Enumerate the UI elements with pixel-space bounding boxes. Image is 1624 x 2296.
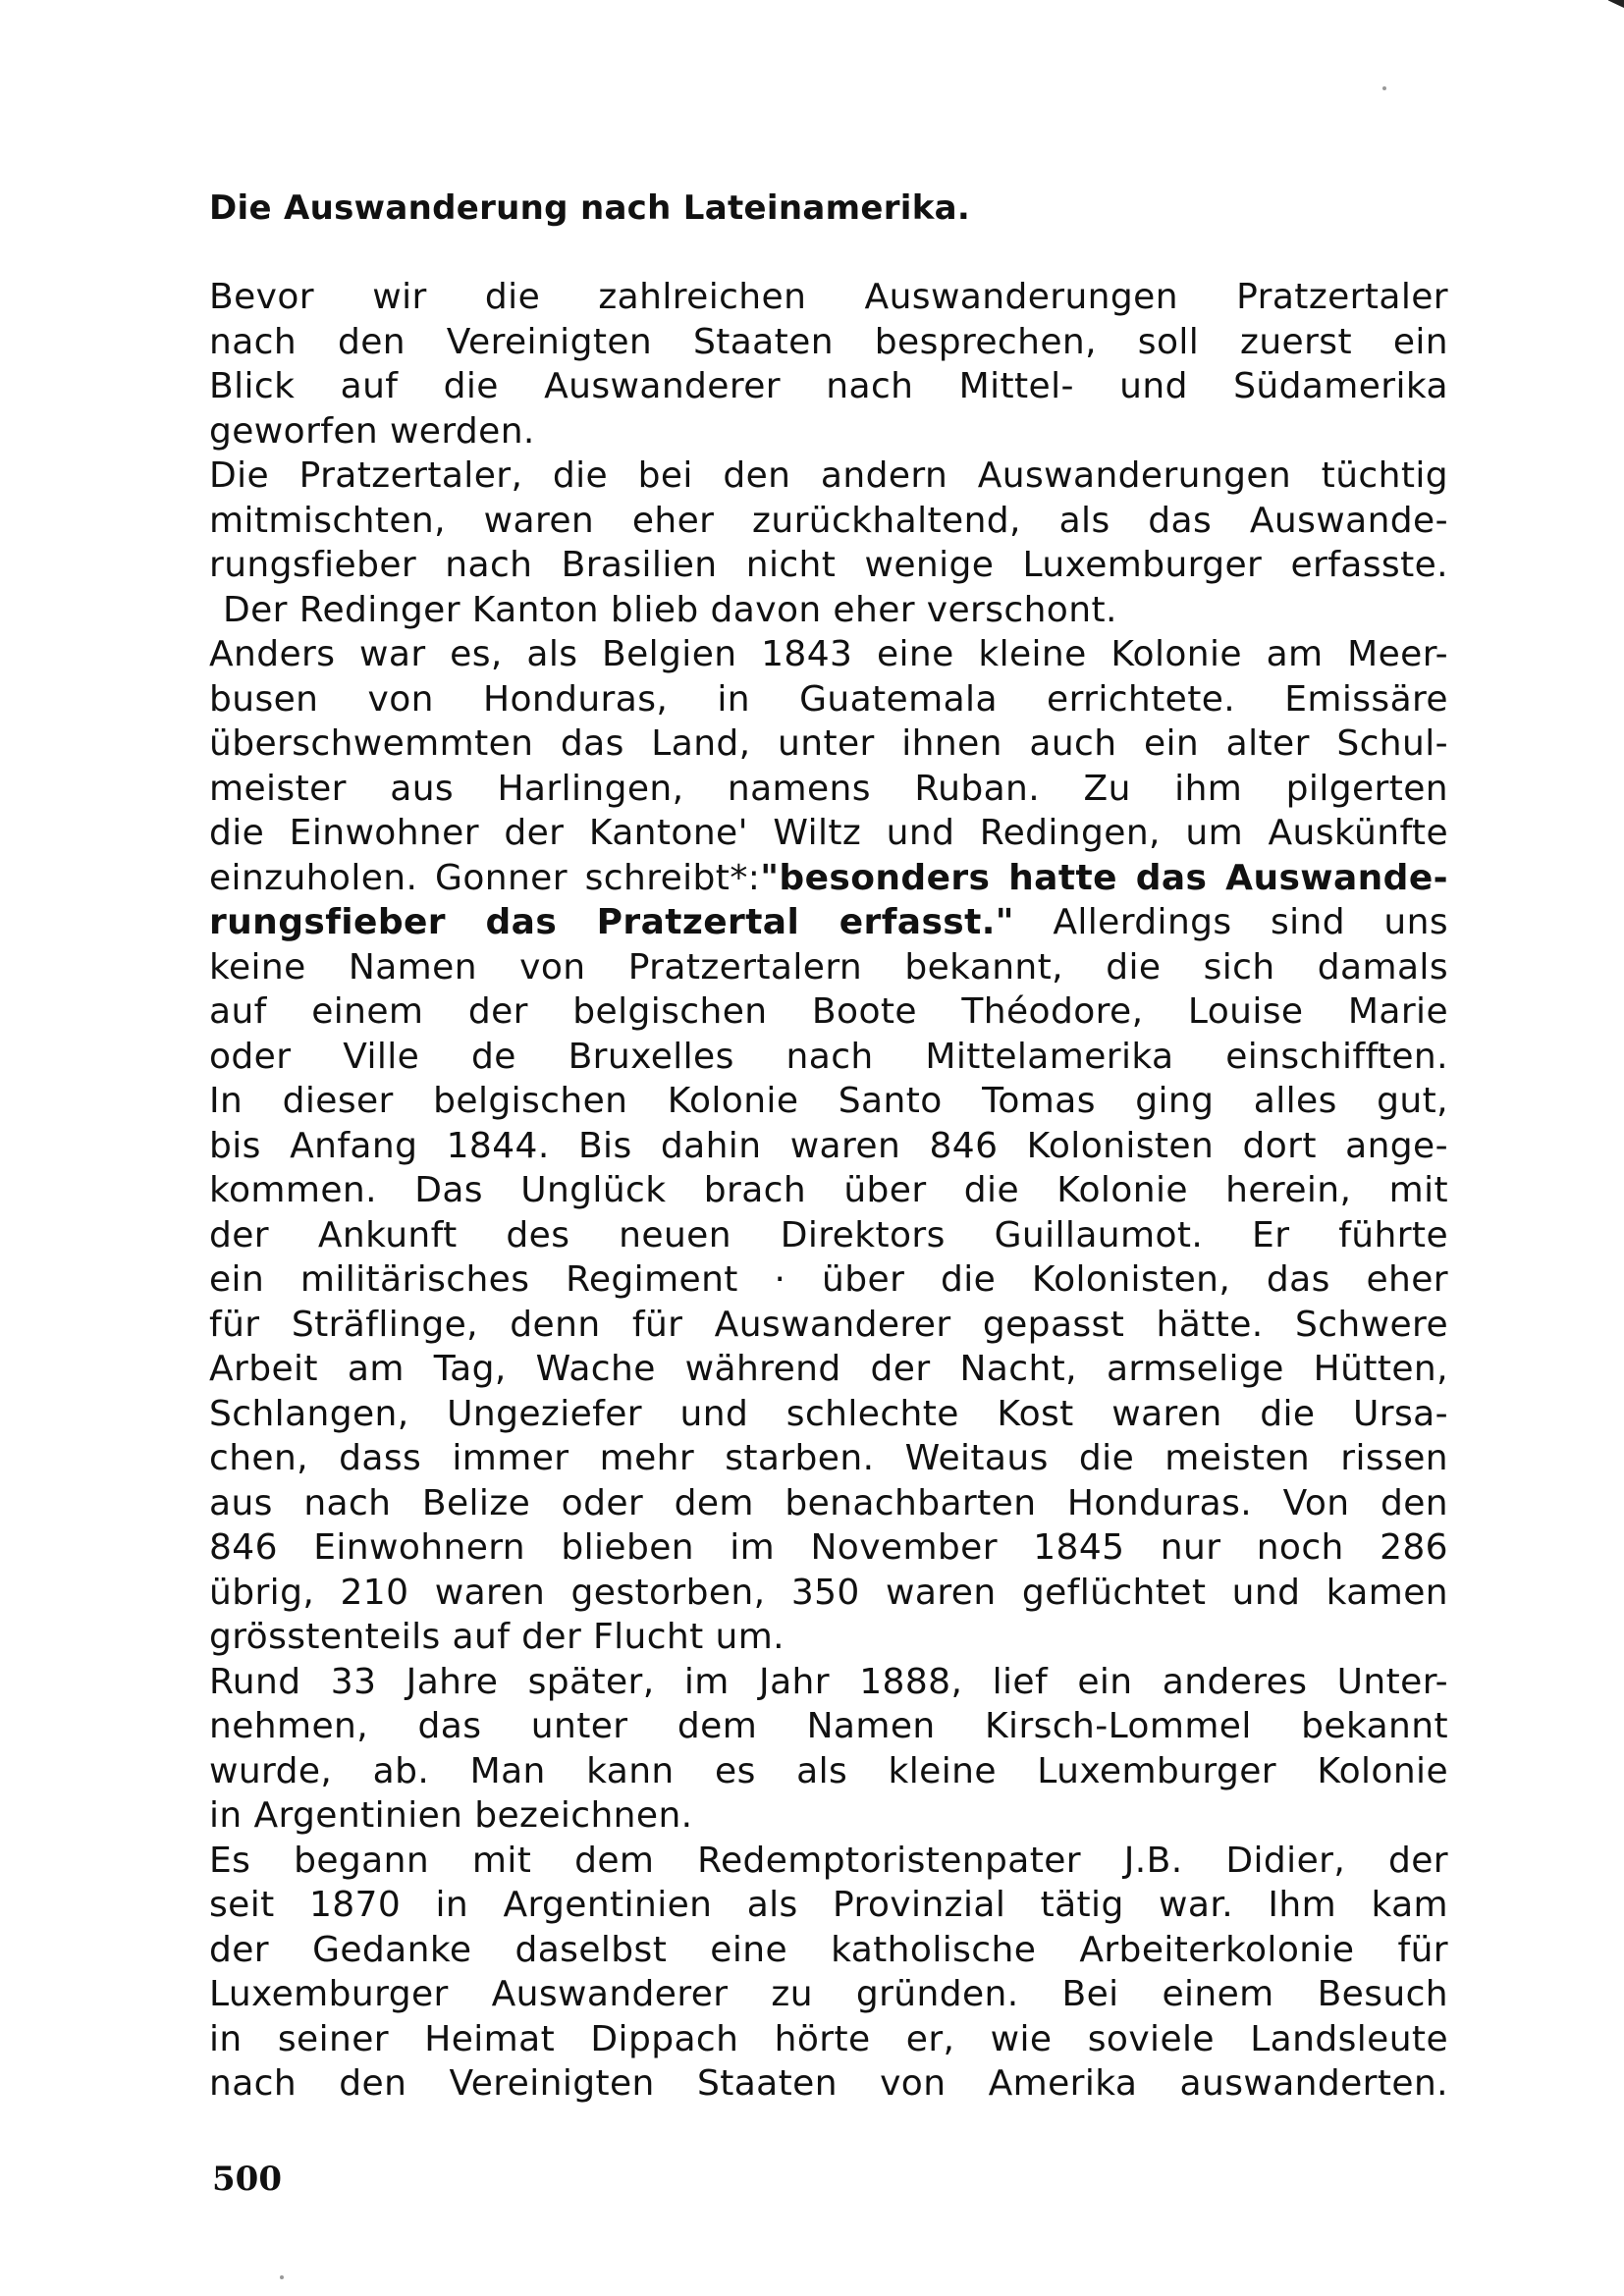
line-text: nach den Vereinigten Staaten besprechen, soll zuerst ein	[209, 321, 1448, 362]
text-line	[209, 2017, 1448, 2062]
text-line	[209, 499, 1448, 544]
text-line	[209, 677, 1448, 722]
body-text	[209, 275, 1448, 2107]
text-line	[209, 2061, 1448, 2107]
text-line	[209, 900, 1448, 945]
line-text: einzuholen. Gonner schreibt*:	[209, 857, 761, 898]
line-text: nehmen, das unter dem Namen Kirsch-Lommel bekannt	[209, 1706, 1448, 1746]
line-text: in seiner Heimat Dippach hörte er, wie soviele Landsleute	[209, 2018, 1448, 2059]
line-text: übrig, 210 waren gestorben, 350 waren geflüchtet und kamen	[209, 1572, 1448, 1613]
text-line	[209, 543, 1448, 588]
text-line	[209, 1839, 1448, 1884]
text-line	[209, 364, 1448, 409]
line-text: Anders war es, als Belgien 1843 eine kleine Kolonie am Meer-	[209, 634, 1448, 674]
line-text-after: Allerdings sind uns	[1013, 902, 1448, 942]
line-text: auf einem der belgischen Boote Théodore, Louise Marie	[209, 991, 1448, 1032]
line-text: Luxemburger Auswanderer zu gründen. Bei einem Besuch	[209, 1974, 1448, 2014]
text-line	[209, 1571, 1448, 1616]
text-line	[209, 1392, 1448, 1437]
line-text: Bevor wir die zahlreichen Auswanderungen Pratzertaler	[209, 277, 1448, 317]
line-text: Es begann mit dem Redemptoristenpater J.B. Didier, der	[209, 1840, 1448, 1881]
line-text: der Gedanke daselbst eine katholische Arbeiterkolonie für	[209, 1929, 1448, 1970]
text-line	[209, 1079, 1448, 1124]
text-line	[209, 989, 1448, 1035]
text-line	[209, 1615, 1448, 1660]
scan-speck	[280, 2275, 284, 2279]
line-text: der Ankunft des neuen Direktors Guillaumot. Er führte	[209, 1214, 1448, 1255]
line-text: die Einwohner der Kantone' Wiltz und Redingen, um Auskünfte	[209, 813, 1448, 853]
text-line	[209, 1035, 1448, 1080]
text-line	[209, 275, 1448, 320]
line-text: seit 1870 in Argentinien als Provinzial tätig war. Ihm kam	[209, 1885, 1448, 1925]
text-line	[209, 1793, 1448, 1839]
page-number: 500	[212, 2160, 282, 2199]
text-line	[209, 320, 1448, 365]
text-line	[209, 588, 1448, 633]
line-text: In dieser belgischen Kolonie Santo Tomas ging alles gut,	[209, 1081, 1448, 1121]
text-line	[209, 811, 1448, 856]
line-text: Der Redinger Kanton blieb davon eher verschont.	[223, 589, 1117, 630]
text-line	[209, 1124, 1448, 1169]
text-line	[209, 1213, 1448, 1258]
line-text: geworfen werden.	[209, 410, 535, 452]
line-text: rungsfieber nach Brasilien nicht wenige Luxemburger erfasste.	[209, 545, 1448, 585]
line-text: ein militärisches Regiment · über die Kolonisten, das eher	[209, 1259, 1448, 1300]
line-text: 846 Einwohnern blieben im November 1845 nur noch 286	[209, 1527, 1448, 1568]
text-line	[209, 945, 1448, 990]
line-text: wurde, ab. Man kann es als kleine Luxemburger Kolonie	[209, 1750, 1448, 1791]
text-line	[209, 1436, 1448, 1481]
line-text: Rund 33 Jahre später, im Jahr 1888, lief ein anderes Unter-	[209, 1661, 1448, 1702]
quoted-bold-text: "besonders hatte das Auswande-	[760, 857, 1449, 898]
line-text: nach den Vereinigten Staaten von Amerika auswanderten.	[209, 2063, 1448, 2104]
line-text: bis Anfang 1844. Bis dahin waren 846 Kolonisten dort ange-	[209, 1125, 1448, 1166]
line-text: meister aus Harlingen, namens Ruban. Zu ihm pilgerten	[209, 768, 1448, 809]
line-text: aus nach Belize oder dem benachbarten Honduras. Von den	[209, 1482, 1448, 1523]
text-line	[209, 1928, 1448, 1973]
text-line	[209, 1704, 1448, 1749]
text-line	[209, 1883, 1448, 1928]
text-line	[209, 1481, 1448, 1526]
section-title: Die Auswanderung nach Lateinamerika.	[209, 188, 971, 228]
line-text: keine Namen von Pratzertalern bekannt, die sich damals	[209, 946, 1448, 988]
line-text: in Argentinien bezeichnen.	[209, 1795, 693, 1836]
line-text: Schlangen, Ungeziefer und schlechte Kost waren die Ursa-	[209, 1393, 1448, 1434]
text-line	[209, 1972, 1448, 2017]
line-text: Die Pratzertaler, die bei den andern Auswanderungen tüchtig	[209, 455, 1448, 496]
line-text: oder Ville de Bruxelles nach Mittelamerika einschifften.	[209, 1036, 1448, 1077]
line-text: busen von Honduras, in Guatemala errichtete. Emissäre	[209, 678, 1448, 720]
line-text: Arbeit am Tag, Wache während der Nacht, armselige Hütten,	[209, 1349, 1448, 1389]
text-line	[209, 1660, 1448, 1705]
text-line	[209, 1749, 1448, 1794]
line-text: Blick auf die Auswanderer nach Mittel- und Südamerika	[209, 366, 1448, 406]
text-line	[209, 1168, 1448, 1213]
text-line	[209, 409, 1448, 454]
line-text: überschwemmten das Land, unter ihnen auch ein alter Schul-	[209, 723, 1448, 764]
scan-speck	[1382, 86, 1386, 90]
text-line	[209, 1303, 1448, 1348]
line-text: grösstenteils auf der Flucht um.	[209, 1617, 785, 1657]
text-line	[209, 454, 1448, 499]
text-line	[209, 856, 1448, 901]
text-line	[209, 1257, 1448, 1303]
line-text: für Sträflinge, denn für Auswanderer gepasst hätte. Schwere	[209, 1304, 1448, 1345]
scan-corner-mark	[1608, 0, 1624, 8]
text-line	[209, 721, 1448, 767]
text-line	[209, 1347, 1448, 1392]
line-text: mitmischten, waren eher zurückhaltend, als das Auswande-	[209, 500, 1448, 541]
text-line	[209, 1525, 1448, 1571]
line-text: kommen. Das Unglück brach über die Kolonie herein, mit	[209, 1170, 1448, 1210]
text-line	[209, 767, 1448, 812]
quoted-bold-text: rungsfieber das Pratzertal erfasst."	[209, 902, 1014, 942]
text-line	[209, 632, 1448, 677]
line-text: chen, dass immer mehr starben. Weitaus die meisten rissen	[209, 1438, 1448, 1478]
